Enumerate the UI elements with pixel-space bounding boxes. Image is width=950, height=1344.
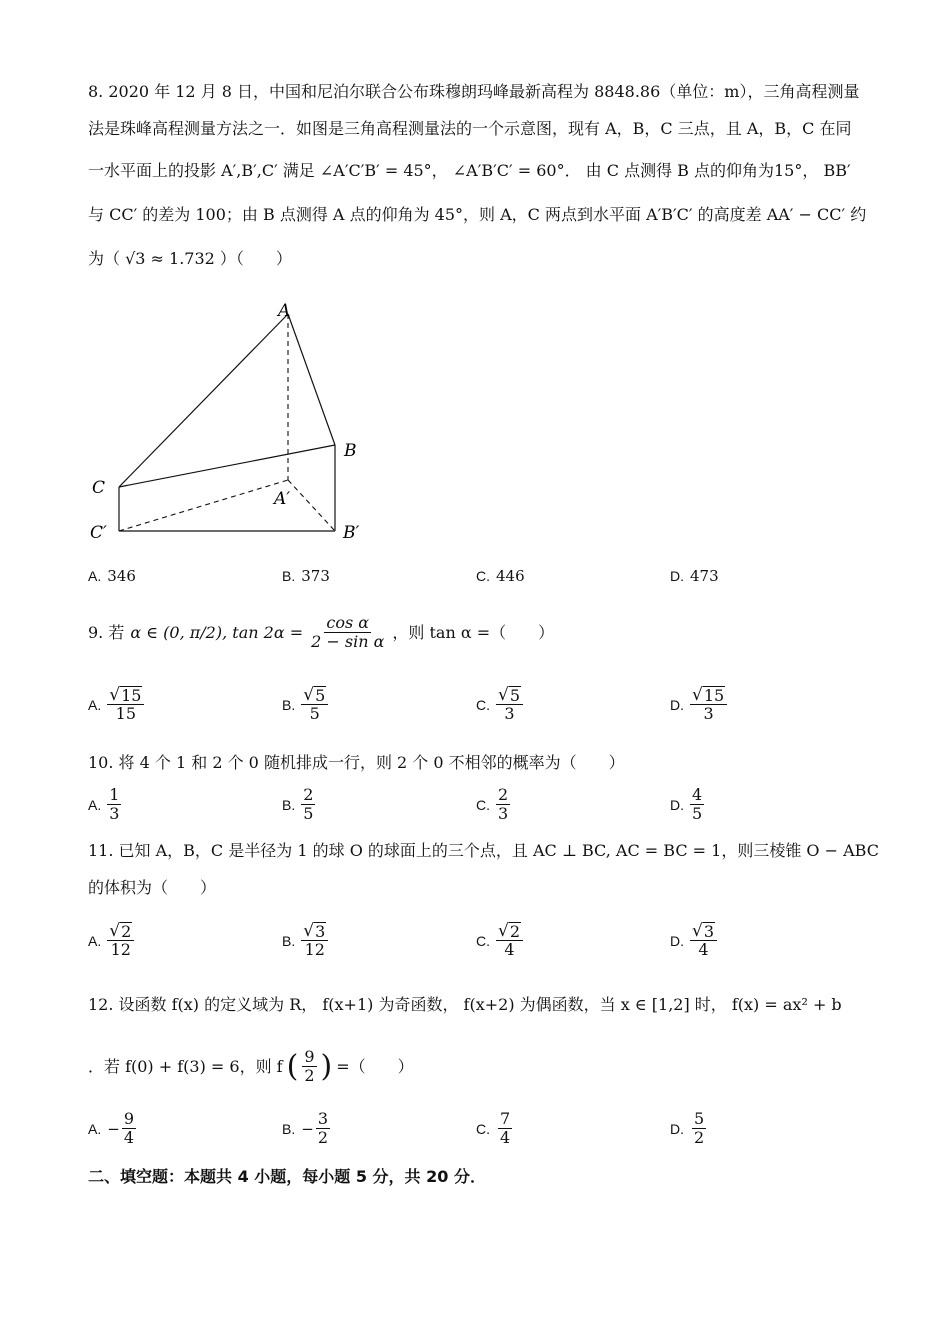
edge-a-b <box>288 314 335 445</box>
q9-option-c[interactable]: C. √ 5 3 <box>476 686 523 723</box>
edge-c-a <box>119 314 288 487</box>
q8-option-d[interactable]: D. 473 <box>670 567 719 585</box>
q8-line-3: 一水平面上的投影 A′,B′,C′ 满足 ∠A′C′B′ = 45°， ∠A′B′C′ = 60°． 由 C 点测得 B 点的仰角为15°， BB′ <box>88 161 851 180</box>
q9-option-d[interactable]: D. √ 15 3 <box>670 686 727 723</box>
q11-line-1: 11. 已知 A，B，C 是半径为 1 的球 O 的球面上的三个点，且 AC ⊥ BC, AC = BC = 1，则三棱锥 O − ABC <box>88 841 879 860</box>
q10-option-a[interactable]: A. $\frac{1}{3}$ <box>88 785 120 823</box>
q10-option-d[interactable]: D. $\frac{4}{5}$ <box>670 785 703 823</box>
q10-option-c[interactable]: C. $\frac{2}{3}$ <box>476 785 509 823</box>
label-a: A <box>278 301 291 321</box>
label-b-prime: B′ <box>343 523 360 543</box>
q11-option-b[interactable]: B. √ 3 12 <box>282 922 328 959</box>
q12-line-2: ．若 f(0) + f(3) = 6，则 f ( $\frac{9}{2}$ ) =（ ） <box>88 1047 414 1085</box>
edge-c-b <box>119 445 335 487</box>
label-c-prime: C′ <box>90 523 107 543</box>
section-2-heading: 二、填空题：本题共 4 小题，每小题 5 分，共 20 分． <box>88 1167 486 1186</box>
q9-option-b[interactable]: B. √ 5 5 <box>282 686 328 723</box>
label-a-prime: A′ <box>274 489 291 509</box>
label-c: C <box>92 478 106 498</box>
q8-option-b[interactable]: B. 373 <box>282 567 330 585</box>
q10-stem: 10. 将 4 个 1 和 2 个 0 随机排成一行，则 2 个 0 不相邻的概率为（ ） <box>88 753 625 772</box>
q11-option-a[interactable]: A. √ 2 12 <box>88 922 134 959</box>
q8-option-c[interactable]: C. 446 <box>476 567 525 585</box>
q12-line-1: 12. 设函数 f(x) 的定义域为 R， f(x+1) 为奇函数， f(x+2) 为偶函数，当 x ∈ [1,2] 时， f(x) = ax² + b <box>88 995 842 1014</box>
q8-line-4: 与 CC′ 的差为 100；由 B 点测得 A 点的仰角为 45°，则 A，C 两点到水平面 A′B′C′ 的高度差 AA′ − CC′ 约 <box>88 205 867 224</box>
q12-option-b[interactable]: B. − $\frac{3}{2}$ <box>282 1109 328 1147</box>
q11-option-c[interactable]: C. √ 2 4 <box>476 922 523 959</box>
q8-line-2: 法是珠峰高程测量方法之一．如图是三角高程测量法的一个示意图，现有 A，B，C 三点，且 A，B，C 在同 <box>88 119 852 138</box>
q8-option-a[interactable]: A. 346 <box>88 567 136 585</box>
q8-line-5: 为（ √3 ≈ 1.732 ）（ ） <box>88 249 292 268</box>
q11-line-2: 的体积为（ ） <box>88 878 217 897</box>
q11-option-d[interactable]: D. √ 3 4 <box>670 922 717 959</box>
q9-stem: 9. 若 α ∈ (0, π/2), tan 2α = $\frac{\text{cos α}}{\text{2 − sin α}}$ ，则 tan α =（ ） <box>88 613 555 651</box>
q12-option-c[interactable]: C. $\frac{7}{4}$ <box>476 1109 511 1147</box>
q9-fraction: $\frac{\text{cos α}}{\text{2 − sin α}}$ <box>311 613 385 651</box>
triangulation-figure <box>80 290 400 560</box>
q10-option-b[interactable]: B. $\frac{2}{5}$ <box>282 785 314 823</box>
edge-a-prime-b-prime <box>288 480 335 531</box>
q9-option-a[interactable]: A. √ 15 15 <box>88 686 144 723</box>
q8-line-1: 8. 2020 年 12 月 8 日，中国和尼泊尔联合公布珠穆朗玛峰最新高程为 8848.86（单位：m），三角高程测量 <box>88 82 860 101</box>
q12-option-a[interactable]: A. − $\frac{9}{4}$ <box>88 1109 134 1147</box>
q12-option-d[interactable]: D. $\frac{5}{2}$ <box>670 1109 705 1147</box>
label-b: B <box>344 441 357 461</box>
edge-c-prime-a-prime <box>119 480 291 531</box>
